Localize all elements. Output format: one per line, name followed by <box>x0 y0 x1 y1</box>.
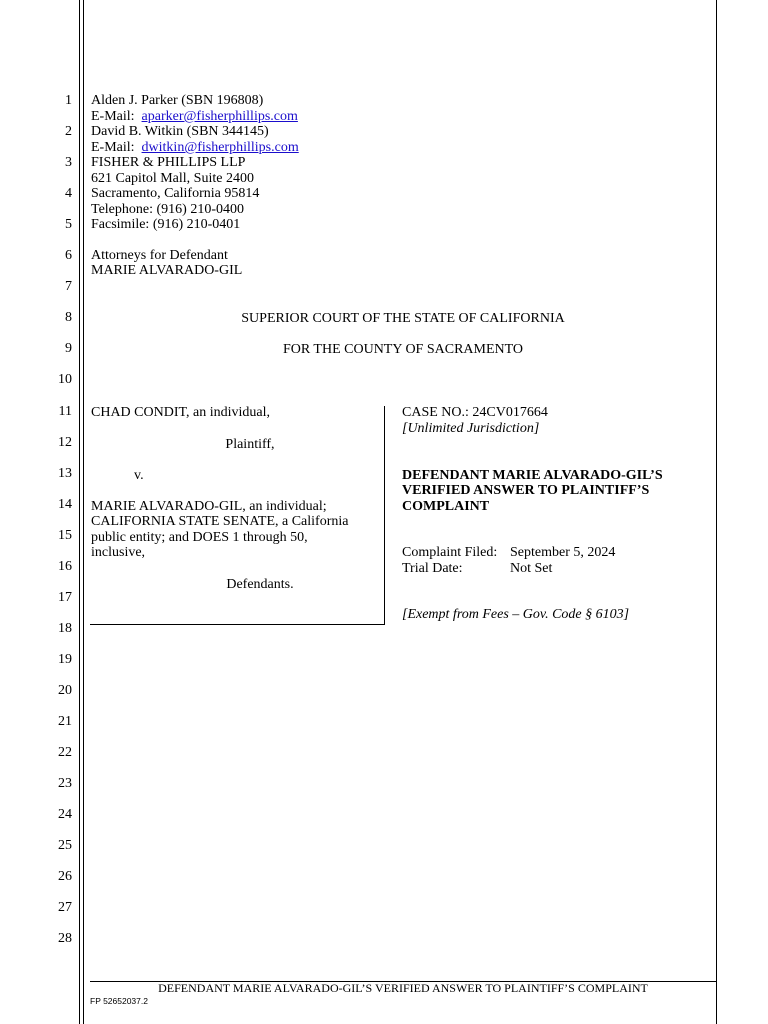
attorney-2: David B. Witkin (SBN 344145) <box>91 124 269 139</box>
line-number: 14 <box>58 496 72 512</box>
court-heading-line-2: FOR THE COUNTY OF SACRAMENTO <box>282 342 524 357</box>
line-number: 20 <box>58 682 72 698</box>
defendant-line-3: public entity; and DOES 1 through 50, <box>91 530 308 545</box>
line-number: 11 <box>58 403 72 419</box>
firm-facsimile: Facsimile: (916) 210-0401 <box>91 217 241 232</box>
line-number: 19 <box>58 651 72 667</box>
email-label: E-Mail: <box>91 140 135 155</box>
line-number: 6 <box>65 248 72 264</box>
line-number: 26 <box>58 869 72 885</box>
trial-date-value: Not Set <box>510 561 553 576</box>
line-number: 28 <box>58 931 72 947</box>
attorneys-for-name: MARIE ALVARADO-GIL <box>91 263 243 278</box>
left-margin-rule-inner <box>83 0 84 1024</box>
line-number: 22 <box>58 745 72 761</box>
line-number: 18 <box>58 620 72 636</box>
email-line-1 <box>91 109 298 125</box>
firm-address-1: 621 Capitol Mall, Suite 2400 <box>91 171 254 186</box>
line-number: 4 <box>65 186 72 202</box>
line-number: 12 <box>58 434 72 450</box>
jurisdiction: [Unlimited Jurisdiction] <box>402 421 540 436</box>
footer-doc-id: FP 52652037.2 <box>90 996 148 1006</box>
attorneys-for-label: Attorneys for Defendant <box>91 248 228 263</box>
defendant-line-4: inclusive, <box>91 545 146 560</box>
email-label: E-Mail: <box>91 109 135 124</box>
line-number: 25 <box>58 838 72 854</box>
email-line-2 <box>91 140 299 156</box>
case-number: CASE NO.: 24CV017664 <box>402 405 548 420</box>
line-number: 10 <box>58 372 72 388</box>
email-link-parker[interactable]: aparker@fisherphillips.com <box>141 109 298 124</box>
footer-title: DEFENDANT MARIE ALVARADO-GIL’S VERIFIED ANSWER TO PLAINTIFF’S COMPLAINT <box>158 981 648 995</box>
attorney-1: Alden J. Parker (SBN 196808) <box>91 93 264 108</box>
plaintiff-role: Plaintiff, <box>225 437 275 452</box>
line-number: 13 <box>58 465 72 481</box>
line-number: 7 <box>65 279 72 295</box>
defendant-line-2: CALIFORNIA STATE SENATE, a California <box>91 514 349 529</box>
caption-vertical-rule <box>384 406 385 624</box>
line-number: 2 <box>65 124 72 140</box>
firm-name: FISHER & PHILLIPS LLP <box>91 155 246 170</box>
complaint-filed-value: September 5, 2024 <box>510 545 616 560</box>
complaint-filed-label: Complaint Filed: <box>402 545 498 560</box>
line-number: 1 <box>65 93 72 108</box>
line-number: 21 <box>58 714 72 729</box>
versus: v. <box>134 468 144 483</box>
line-number: 9 <box>65 341 72 357</box>
plaintiff-name: CHAD CONDIT, an individual, <box>91 405 270 420</box>
line-number: 17 <box>58 589 72 605</box>
line-number: 27 <box>58 900 72 916</box>
firm-telephone: Telephone: (916) 210-0400 <box>91 202 244 217</box>
line-number: 15 <box>58 527 72 543</box>
document-title-line-2: VERIFIED ANSWER TO PLAINTIFF’S <box>402 483 650 498</box>
line-number: 5 <box>65 217 72 233</box>
trial-date-label: Trial Date: <box>402 561 463 576</box>
fee-exemption: [Exempt from Fees – Gov. Code § 6103] <box>402 607 630 622</box>
defendant-line-1: MARIE ALVARADO-GIL, an individual; <box>91 499 327 514</box>
right-margin-rule <box>716 0 717 1024</box>
document-title-line-3: COMPLAINT <box>402 499 490 514</box>
defendants-role: Defendants. <box>226 577 294 592</box>
caption-bottom-rule <box>90 624 385 625</box>
line-number: 23 <box>58 776 72 792</box>
line-number: 3 <box>65 155 72 171</box>
line-number: 16 <box>58 558 72 574</box>
firm-address-2: Sacramento, California 95814 <box>91 186 260 201</box>
court-heading-line-1: SUPERIOR COURT OF THE STATE OF CALIFORNIA <box>241 311 565 326</box>
document-title-line-1: DEFENDANT MARIE ALVARADO-GIL’S <box>402 468 663 483</box>
line-number: 24 <box>58 807 72 823</box>
left-margin-rule-outer <box>79 0 80 1024</box>
email-link-witkin[interactable]: dwitkin@fisherphillips.com <box>141 140 299 155</box>
line-number: 8 <box>65 310 72 326</box>
